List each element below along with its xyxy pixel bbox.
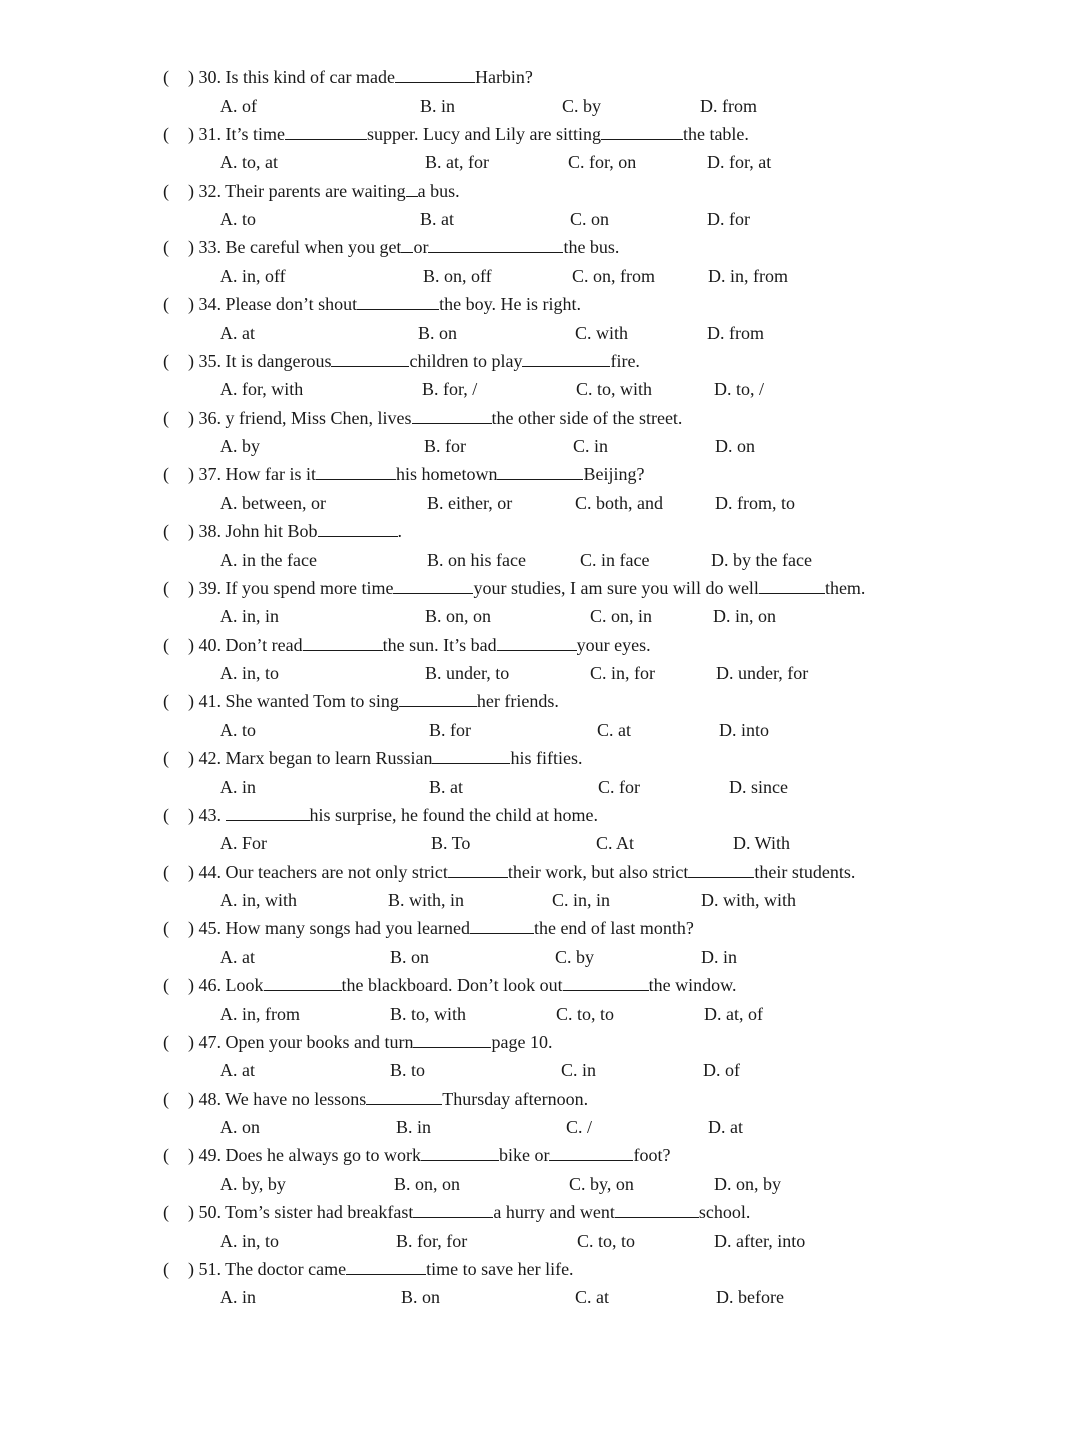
- answer-blank[interactable]: [759, 576, 825, 594]
- question-text: children to play: [409, 350, 523, 371]
- question-text: or: [413, 237, 429, 258]
- answer-blank[interactable]: [226, 803, 310, 821]
- option-a[interactable]: A. in the face: [220, 549, 317, 570]
- options-row: [0, 944, 1080, 970]
- question-line: [163, 461, 644, 487]
- option-c[interactable]: C. in: [573, 436, 609, 456]
- option-b[interactable]: B. on: [390, 946, 430, 967]
- question-line: [163, 1142, 670, 1168]
- question-text: school.: [698, 1202, 751, 1222]
- question-text: Marx began to learn Russian: [225, 748, 433, 768]
- question-text: The doctor came: [225, 1258, 347, 1279]
- answer-blank[interactable]: [401, 235, 413, 253]
- answer-blank[interactable]: [428, 235, 563, 253]
- option-c[interactable]: C. in, in: [552, 890, 611, 910]
- question-text: It’s time: [225, 123, 285, 144]
- options-row: [0, 376, 1080, 402]
- options-row: [0, 774, 1080, 800]
- option-c[interactable]: C. by: [555, 946, 595, 967]
- option-a[interactable]: A. on: [220, 1117, 260, 1137]
- question-number: ) 40.: [188, 634, 226, 655]
- option-d[interactable]: D. from: [700, 95, 757, 116]
- question-text: their work, but also strict: [507, 861, 689, 882]
- question-text: Open your books and turn: [225, 1031, 414, 1052]
- option-c[interactable]: C. in: [561, 1060, 597, 1081]
- answer-blank[interactable]: [393, 576, 473, 594]
- answer-bracket[interactable]: (: [163, 180, 169, 201]
- question-text: the bus.: [563, 237, 620, 258]
- option-a[interactable]: A. in, with: [220, 890, 298, 910]
- option-c[interactable]: C. by: [562, 95, 602, 116]
- option-a[interactable]: A. to, at: [220, 152, 278, 173]
- question-number: ) 38.: [188, 521, 226, 541]
- answer-blank[interactable]: [318, 519, 398, 537]
- option-b[interactable]: B. for: [424, 436, 466, 456]
- option-a[interactable]: A. by: [220, 436, 260, 456]
- option-b[interactable]: B. on his face: [427, 549, 526, 570]
- question-text: How many songs had you learned: [225, 918, 470, 939]
- question-number: ) 34.: [188, 294, 226, 314]
- options-row: [0, 93, 1080, 119]
- question-text: your studies, I am sure you will do well: [473, 577, 759, 598]
- answer-bracket[interactable]: (: [163, 1202, 169, 1222]
- options-row: [0, 1001, 1080, 1027]
- option-d[interactable]: D. after, into: [714, 1230, 806, 1251]
- option-c[interactable]: C. on, in: [590, 606, 653, 627]
- question-line: [163, 859, 855, 885]
- answer-bracket[interactable]: (: [163, 1258, 169, 1279]
- question-line: [163, 745, 582, 771]
- options-row: [0, 660, 1080, 686]
- option-b[interactable]: B. with, in: [388, 890, 465, 910]
- answer-bracket[interactable]: (: [163, 464, 169, 485]
- question-number: ) 48.: [188, 1088, 226, 1109]
- question-text: a bus.: [417, 180, 460, 201]
- option-a[interactable]: A. in: [220, 1287, 256, 1308]
- question-text: Is this kind of car made: [225, 67, 395, 87]
- question-number: ) 41.: [188, 691, 226, 712]
- option-c[interactable]: C. with: [575, 322, 629, 343]
- question-line: [163, 291, 581, 317]
- answer-blank[interactable]: [497, 462, 583, 480]
- answer-blank[interactable]: [601, 122, 683, 140]
- option-d[interactable]: D. With: [733, 833, 790, 854]
- answer-bracket[interactable]: (: [163, 691, 169, 712]
- question-text: page 10.: [491, 1031, 553, 1052]
- options-row: [0, 830, 1080, 856]
- option-b[interactable]: B. under, to: [425, 663, 510, 683]
- answer-bracket[interactable]: (: [163, 350, 169, 371]
- question-text: John hit Bob: [225, 521, 318, 541]
- question-number: ) 39.: [188, 577, 226, 598]
- question-line: [163, 1029, 552, 1055]
- option-b[interactable]: B. at, for: [425, 152, 489, 173]
- question-number: ) 47.: [188, 1031, 226, 1052]
- option-b[interactable]: B. To: [431, 833, 471, 854]
- option-c[interactable]: C. At: [596, 833, 635, 854]
- options-row: [0, 263, 1080, 289]
- question-number: ) 35.: [188, 350, 226, 371]
- option-c[interactable]: C. to, with: [576, 379, 653, 400]
- option-d[interactable]: D. from: [707, 322, 764, 343]
- option-b[interactable]: B. on: [418, 322, 458, 343]
- option-a[interactable]: A. at: [220, 946, 255, 967]
- question-line: [163, 178, 460, 204]
- options-row: [0, 320, 1080, 346]
- answer-blank[interactable]: [522, 349, 610, 367]
- option-b[interactable]: B. to, with: [390, 1003, 467, 1024]
- option-d[interactable]: D. on, by: [714, 1173, 781, 1194]
- question-text: her friends.: [476, 691, 559, 712]
- option-a[interactable]: A. between, or: [220, 492, 326, 513]
- question-text: his fifties.: [510, 748, 583, 768]
- question-text: fire.: [610, 350, 640, 371]
- answer-bracket[interactable]: (: [163, 577, 169, 598]
- answer-bracket[interactable]: (: [163, 748, 169, 768]
- question-text: his hometown: [395, 464, 498, 485]
- option-d[interactable]: D. in, from: [708, 265, 788, 286]
- option-d[interactable]: D. of: [703, 1060, 740, 1081]
- question-line: [163, 632, 651, 658]
- question-text: supper. Lucy and Lily are sitting: [367, 123, 601, 144]
- answer-bracket[interactable]: (: [163, 521, 169, 541]
- question-text: the other side of the street.: [491, 407, 683, 428]
- question-text: Don’t read: [225, 634, 303, 655]
- options-row: [0, 717, 1080, 743]
- option-d[interactable]: D. for: [707, 209, 750, 229]
- option-c[interactable]: C. by, on: [569, 1173, 634, 1194]
- question-number: ) 30.: [188, 67, 226, 87]
- question-text: Beijing?: [583, 464, 645, 485]
- option-c[interactable]: C. in face: [580, 549, 650, 570]
- option-b[interactable]: B. to: [390, 1060, 426, 1081]
- answer-blank[interactable]: [563, 973, 649, 991]
- answer-blank[interactable]: [285, 122, 367, 140]
- option-a[interactable]: A. at: [220, 322, 255, 343]
- answer-blank[interactable]: [421, 1143, 499, 1161]
- answer-blank[interactable]: [412, 406, 492, 424]
- answer-blank[interactable]: [346, 1257, 426, 1275]
- option-c[interactable]: C. at: [597, 719, 631, 740]
- option-d[interactable]: D. at, of: [704, 1003, 763, 1024]
- answer-blank[interactable]: [448, 860, 508, 878]
- question-text: We have no lessons: [225, 1088, 367, 1109]
- question-text: your eyes.: [576, 634, 651, 655]
- question-number: ) 43.: [188, 804, 226, 825]
- option-c[interactable]: C. /: [566, 1117, 593, 1137]
- answer-bracket[interactable]: (: [163, 123, 169, 144]
- option-d[interactable]: D. to, /: [714, 379, 765, 400]
- option-b[interactable]: B. on, on: [394, 1173, 461, 1194]
- option-b[interactable]: B. for, for: [396, 1230, 468, 1251]
- option-c[interactable]: C. to, to: [577, 1230, 636, 1251]
- question-line: [163, 688, 559, 714]
- option-d[interactable]: D. in, on: [713, 606, 776, 627]
- answer-blank[interactable]: [413, 1200, 493, 1218]
- option-c[interactable]: C. in, for: [590, 663, 655, 683]
- options-row: [0, 1057, 1080, 1083]
- options-row: [0, 1171, 1080, 1197]
- question-text: Look: [225, 975, 264, 995]
- question-number: ) 50.: [188, 1202, 226, 1222]
- option-d[interactable]: D. before: [716, 1287, 784, 1308]
- question-text: time to save her life.: [426, 1258, 574, 1279]
- answer-blank[interactable]: [331, 349, 409, 367]
- answer-blank[interactable]: [357, 292, 439, 310]
- question-number: ) 46.: [188, 975, 226, 995]
- option-a[interactable]: A. For: [220, 833, 268, 854]
- option-b[interactable]: B. in: [396, 1117, 432, 1137]
- question-number: ) 49.: [188, 1145, 226, 1166]
- answer-bracket[interactable]: (: [163, 1145, 169, 1166]
- question-number: ) 44.: [188, 861, 226, 882]
- options-row: [0, 490, 1080, 516]
- option-a[interactable]: A. for, with: [220, 379, 304, 400]
- answer-bracket[interactable]: (: [163, 294, 169, 314]
- answer-blank[interactable]: [549, 1143, 633, 1161]
- option-b[interactable]: B. either, or: [427, 492, 513, 513]
- question-number: ) 36.: [188, 407, 226, 428]
- question-line: [163, 121, 749, 147]
- option-b[interactable]: B. on: [401, 1287, 441, 1308]
- question-text: y friend, Miss Chen, lives: [225, 407, 412, 428]
- option-c[interactable]: C. on, from: [572, 265, 655, 286]
- answer-blank[interactable]: [470, 916, 534, 934]
- option-c[interactable]: C. both, and: [575, 492, 663, 513]
- answer-blank[interactable]: [406, 179, 418, 197]
- question-text: .: [397, 521, 403, 541]
- question-text: them.: [824, 577, 866, 598]
- question-line: [163, 1256, 574, 1282]
- question-text: a hurry and went: [493, 1202, 615, 1222]
- option-d[interactable]: D. by the face: [711, 549, 812, 570]
- option-a[interactable]: A. in, in: [220, 606, 280, 627]
- question-text: Our teachers are not only strict: [225, 861, 448, 882]
- answer-blank[interactable]: [432, 746, 510, 764]
- options-row: [0, 1284, 1080, 1310]
- question-text: their students.: [754, 861, 856, 882]
- option-d[interactable]: D. in: [701, 946, 737, 967]
- option-a[interactable]: A. in, to: [220, 1230, 280, 1251]
- answer-bracket[interactable]: (: [163, 975, 169, 995]
- option-d[interactable]: D. with, with: [701, 890, 797, 910]
- answer-blank[interactable]: [316, 462, 396, 480]
- option-c[interactable]: C. for: [598, 776, 640, 797]
- question-text: the window.: [648, 975, 737, 995]
- answer-blank[interactable]: [497, 633, 577, 651]
- question-line: [163, 972, 736, 998]
- question-text: Please don’t shout: [225, 294, 358, 314]
- answer-bracket[interactable]: (: [163, 918, 169, 939]
- question-number: ) 51.: [188, 1258, 226, 1279]
- question-line: [163, 64, 533, 90]
- option-c[interactable]: C. at: [575, 1287, 609, 1308]
- options-row: [0, 1228, 1080, 1254]
- question-text: If you spend more time: [225, 577, 394, 598]
- option-d[interactable]: D. on: [715, 436, 755, 456]
- option-d[interactable]: D. for, at: [707, 152, 772, 173]
- answer-bracket[interactable]: (: [163, 407, 169, 428]
- option-a[interactable]: A. in: [220, 776, 256, 797]
- question-line: [163, 348, 640, 374]
- question-number: ) 31.: [188, 123, 226, 144]
- question-text: Tom’s sister had breakfast: [225, 1202, 414, 1222]
- answer-blank[interactable]: [303, 633, 383, 651]
- option-a[interactable]: A. in, to: [220, 663, 280, 683]
- question-text: How far is it: [225, 464, 316, 485]
- answer-blank[interactable]: [395, 65, 475, 83]
- question-text: It is dangerous: [225, 350, 332, 371]
- option-a[interactable]: A. at: [220, 1060, 255, 1081]
- question-text: Thursday afternoon.: [442, 1088, 589, 1109]
- question-text: Their parents are waiting: [225, 180, 406, 201]
- option-d[interactable]: D. under, for: [716, 663, 809, 683]
- question-text: the blackboard. Don’t look out: [341, 975, 563, 995]
- question-text: the sun. It’s bad: [382, 634, 497, 655]
- option-a[interactable]: A. to: [220, 209, 256, 229]
- answer-bracket[interactable]: (: [163, 1031, 169, 1052]
- option-a[interactable]: A. in, from: [220, 1003, 300, 1024]
- options-row: [0, 149, 1080, 175]
- options-row: [0, 603, 1080, 629]
- question-text: his surprise, he found the child at home.: [309, 804, 598, 825]
- options-row: [0, 547, 1080, 573]
- question-text: the boy. He is right.: [439, 294, 581, 314]
- option-d[interactable]: D. at: [708, 1117, 743, 1137]
- question-number: ) 32.: [188, 180, 226, 201]
- answer-bracket[interactable]: (: [163, 237, 169, 258]
- options-row: [0, 1114, 1080, 1140]
- question-text: bike or: [498, 1145, 550, 1166]
- question-line: [163, 575, 865, 601]
- option-a[interactable]: A. to: [220, 719, 256, 740]
- option-b[interactable]: B. on, off: [423, 265, 492, 286]
- answer-bracket[interactable]: (: [163, 67, 169, 87]
- option-b[interactable]: B. for, /: [422, 379, 478, 400]
- option-a[interactable]: A. in, off: [220, 265, 286, 286]
- option-b[interactable]: B. for: [429, 719, 471, 740]
- question-line: [163, 234, 619, 260]
- question-line: [163, 1086, 588, 1112]
- question-text: She wanted Tom to sing: [225, 691, 399, 712]
- option-b[interactable]: B. on, on: [425, 606, 492, 627]
- question-number: ) 45.: [188, 918, 226, 939]
- option-c[interactable]: C. to, to: [556, 1003, 615, 1024]
- question-line: [163, 915, 694, 941]
- option-a[interactable]: A. of: [220, 95, 257, 116]
- options-row: [0, 433, 1080, 459]
- question-line: [163, 802, 598, 828]
- answer-blank[interactable]: [413, 1030, 491, 1048]
- option-c[interactable]: C. for, on: [568, 152, 637, 173]
- answer-bracket[interactable]: (: [163, 1088, 169, 1109]
- options-row: [0, 887, 1080, 913]
- option-b[interactable]: B. at: [429, 776, 463, 797]
- question-line: [163, 518, 402, 544]
- option-d[interactable]: D. since: [729, 776, 788, 797]
- question-text: the end of last month?: [533, 918, 694, 939]
- question-number: ) 37.: [188, 464, 226, 485]
- answer-bracket[interactable]: (: [163, 634, 169, 655]
- answer-blank[interactable]: [366, 1087, 442, 1105]
- option-d[interactable]: D. from, to: [715, 492, 795, 513]
- option-b[interactable]: B. at: [420, 209, 454, 229]
- question-text: the table.: [682, 123, 749, 144]
- answer-blank[interactable]: [615, 1200, 699, 1218]
- question-number: ) 42.: [188, 748, 226, 768]
- option-b[interactable]: B. in: [420, 95, 456, 116]
- answer-bracket[interactable]: (: [163, 861, 169, 882]
- question-text: Does he always go to work: [225, 1145, 421, 1166]
- question-text: Harbin?: [474, 67, 533, 87]
- question-line: [163, 1199, 750, 1225]
- option-a[interactable]: A. by, by: [220, 1173, 286, 1194]
- answer-blank[interactable]: [399, 689, 477, 707]
- answer-bracket[interactable]: (: [163, 804, 169, 825]
- option-d[interactable]: D. into: [719, 719, 770, 740]
- options-row: [0, 206, 1080, 232]
- option-c[interactable]: C. on: [570, 209, 610, 229]
- question-text: foot?: [633, 1145, 671, 1166]
- answer-blank[interactable]: [264, 973, 342, 991]
- answer-blank[interactable]: [688, 860, 754, 878]
- question-line: [163, 405, 682, 431]
- question-text: Be careful when you get: [225, 237, 402, 258]
- question-number: ) 33.: [188, 237, 226, 258]
